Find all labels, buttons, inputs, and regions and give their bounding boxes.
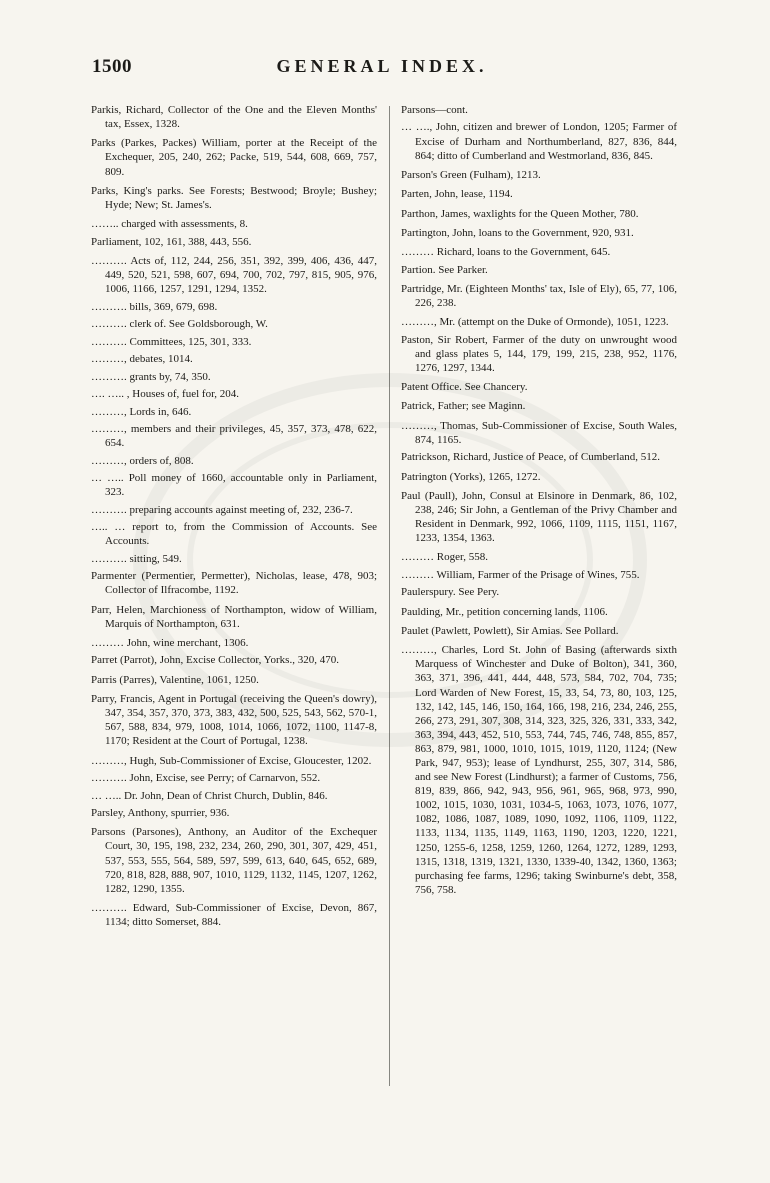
index-entry: Parr, Helen, Marchioness of Northampton, widow of William, Marquis of Northampton, 631. <box>91 603 377 630</box>
page-number: 1500 <box>92 56 132 77</box>
index-entry: Patrington (Yorks), 1265, 1272. <box>401 470 541 483</box>
index-subentry: ………. John, Excise, see Perry; of Carnarvon, 552. <box>91 772 321 785</box>
index-entry: Parsley, Anthony, spurrier, 936. <box>91 807 230 820</box>
index-subentry: ………. Acts of, 112, 244, 256, 351, 392, 399, 406, 436, 447, 449, 520, 521, 598, 607, 694, 700, 702, 797, 815, 905, 976, 1006, 1166, 1257, 1291, 1294, 1352. <box>91 254 377 296</box>
index-entry: Paulet (Pawlett, Powlett), Sir Amias. See Pollard. <box>401 624 619 637</box>
index-entry: Parten, John, lease, 1194. <box>401 188 513 201</box>
index-continuation-heading: Parsons—cont. <box>401 104 468 116</box>
index-subentry: ………, Thomas, Sub-Commissioner of Excise, South Wales, 874, 1165. <box>401 419 677 446</box>
index-subentry: ……… Richard, loans to the Government, 645. <box>401 246 611 259</box>
index-entry: Paulding, Mr., petition concerning lands, 1106. <box>401 605 608 618</box>
index-subentry: ……… Roger, 558. <box>401 551 488 564</box>
index-subentry: … …., John, citizen and brewer of London, 1205; Farmer of Excise of Durham and Northumberland, 827, 836, 844, 864; ditto of Cumberland and Westmorland, 836, 845. <box>401 121 677 162</box>
index-entry: Paston, Sir Robert, Farmer of the duty on unwrought wood and glass plates 5, 144, 179, 199, 215, 238, 952, 1176, 1276, 1297, 1344. <box>401 333 677 374</box>
index-entry: Partington, John, loans to the Government, 920, 931. <box>401 226 634 239</box>
index-entry: Parliament, 102, 161, 388, 443, 556. <box>91 235 252 248</box>
index-entry: Paulerspury. See Pery. <box>401 586 500 599</box>
index-subentry: ………. clerk of. See Goldsborough, W. <box>91 318 268 331</box>
index-subentry: ………. bills, 369, 679, 698. <box>91 300 218 313</box>
index-entry: Parson's Green (Fulham), 1213. <box>401 168 541 181</box>
index-column-left <box>91 103 377 933</box>
index-entry: Parks (Parkes, Packes) William, porter at the Receipt of the Exchequer, 205, 240, 262; Packe, 519, 544, 608, 669, 757, 809. <box>91 137 377 178</box>
index-subentry: ………, debates, 1014. <box>91 353 193 366</box>
index-entry: Patrickson, Richard, Justice of Peace, of Cumberland, 512. <box>401 451 661 464</box>
index-subentry: ………, Mr. (attempt on the Duke of Ormonde), 1051, 1223. <box>401 316 669 329</box>
index-subentry: ………, Charles, Lord St. John of Basing (afterwards sixth Marquess of Winchester and Duke of Bolton), 341, 360, 363, 371, 396, 441, 444, 448, 573, 584, 702, 704, 735; Lord Warden of New Forest, 15, 33, 54, 73, 80, 103, 125, 132, 142, 145, 146, 150, 164, 166, 198, 216, 234, 246, 255, 266, 273, 291, 307, 308, 314, 323, 325, 326, 331, 333, 342, 363, 394, 443, 452, 510, 553, 744, 745, 746, 748, 855, 857, 863, 879, 981, 1000, 1010, 1015, 1019, 1120, 1124; (New Park, 947, 953); lease of Lyndhurst, 255, 307, 314, 586, and see New Forest (Lindhurst); a farmer of Customs, 756, 819, 839, 866, 942, 943, 956, 961, 965, 968, 973, 990, 1002, 1015, 1030, 1031, 1034-5, 1063, 1073, 1076, 1077, 1082, 1086, 1087, 1089, 1090, 1092, 1106, 1109, 1122, 1133, 1134, 1135, 1149, 1163, 1190, 1203, 1220, 1221, 1250, 1255-6, 1258, 1259, 1260, 1264, 1272, 1289, 1293, 1315, 1318, 1319, 1321, 1330, 1339-40, 1342, 1360, 1363; purchasing fee farms, 1296; taking Swinburne's debt, 358, 756, 758. <box>401 644 677 896</box>
index-subentry: ………. sitting, 549. <box>91 552 182 565</box>
index-column-right <box>401 103 677 900</box>
index-subentry: … ….. Dr. John, Dean of Christ Church, Dublin, 846. <box>91 789 328 802</box>
index-subentry: ……… John, wine merchant, 1306. <box>91 636 249 649</box>
column-divider <box>389 106 390 1086</box>
index-entry: Parmenter (Permentier, Permetter), Nicholas, lease, 478, 903; Collector of Ilfracombe, 1192. <box>91 570 377 597</box>
index-subentry: ………. Committees, 125, 301, 333. <box>91 335 252 348</box>
index-subentry: ………, members and their privileges, 45, 357, 373, 478, 622, 654. <box>91 423 377 450</box>
index-entry: Patrick, Father; see Maginn. <box>401 400 526 413</box>
page-title: GENERAL INDEX. <box>276 56 488 76</box>
index-entry: Parkis, Richard, Collector of the One and the Eleven Months' tax, Essex, 1328. <box>91 104 377 131</box>
index-entry: Partridge, Mr. (Eighteen Months' tax, Isle of Ely), 65, 77, 106, 226, 238. <box>401 282 677 309</box>
index-subentry: … ….. Poll money of 1660, accountable only in Parliament, 323. <box>91 472 377 499</box>
index-subentry: ………. Edward, Sub-Commissioner of Excise, Devon, 867, 1134; ditto Somerset, 884. <box>91 901 377 929</box>
index-subentry: ………, Hugh, Sub-Commissioner of Excise, Gloucester, 1202. <box>91 754 372 767</box>
index-entry: Parret (Parrot), John, Excise Collector, Yorks., 320, 470. <box>91 654 339 667</box>
index-subentry: ……… William, Farmer of the Prisage of Wines, 755. <box>401 568 640 581</box>
index-subentry: …. ….. , Houses of, fuel for, 204. <box>91 388 240 401</box>
index-subentry: …….. charged with assessments, 8. <box>91 218 248 231</box>
index-entry: Parthon, James, waxlights for the Queen Mother, 780. <box>401 207 639 220</box>
index-entry: Parks, King's parks. See Forests; Bestwood; Broyle; Bushey; Hyde; New; St. James's. <box>91 184 377 211</box>
index-entry: Parsons (Parsones), Anthony, an Auditor of the Exchequer Court, 30, 195, 198, 232, 234, 260, 290, 301, 307, 429, 451, 537, 553, 555, 564, 589, 597, 599, 613, 640, 645, 652, 689, 720, 818, 828, 888, 907, 1010, 1129, 1132, 1145, 1207, 1262, 1282, 1290, 1355. <box>91 826 377 895</box>
index-entry: Parry, Francis, Agent in Portugal (receiving the Queen's dowry), 347, 354, 357, 370, 373, 383, 432, 500, 525, 543, 562, 570-1, 567, 588, 834, 979, 1008, 1014, 1066, 1072, 1100, 1147-8, 1170; Resident at the Court of Portugal, 1238. <box>91 693 377 748</box>
index-entry: Patent Office. See Chancery. <box>401 381 528 394</box>
index-subentry: ………. preparing accounts against meeting of, 232, 236-7. <box>91 503 353 516</box>
index-subentry: ………, Lords in, 646. <box>91 405 192 418</box>
index-entry: Parris (Parres), Valentine, 1061, 1250. <box>91 673 259 686</box>
index-subentry: ….. … report to, from the Commission of Accounts. See Accounts. <box>91 521 377 548</box>
index-entry: Partion. See Parker. <box>401 263 488 276</box>
index-subentry: ………, orders of, 808. <box>91 454 194 467</box>
page-header <box>92 56 672 82</box>
index-subentry: ………. grants by, 74, 350. <box>91 370 211 383</box>
index-entry: Paul (Paull), John, Consul at Elsinore in Denmark, 86, 102, 238, 246; Sir John, a Gentleman of the Privy Chamber and Resident in Denmark, 992, 1066, 1109, 1115, 1151, 1167, 1233, 1354, 1363. <box>401 489 677 545</box>
